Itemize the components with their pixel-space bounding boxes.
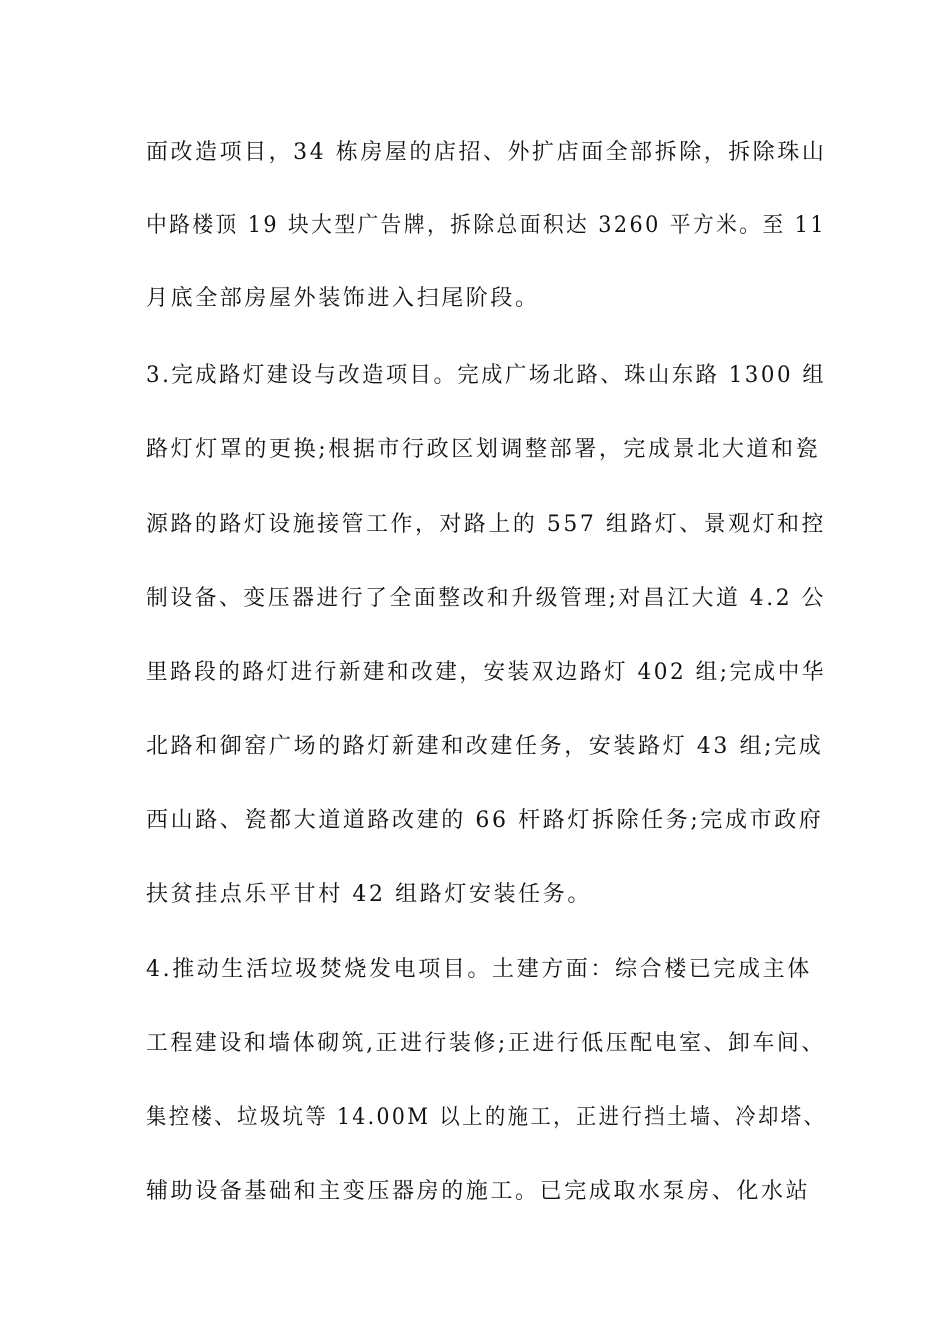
text-line: 西山路、瓷都大道道路改建的 66 杆路灯拆除任务;完成市政府 (146, 808, 824, 833)
text-line: 北路和御窑广场的路灯新建和改建任务，安装路灯 43 组;完成 (146, 734, 824, 759)
text-line: 面改造项目，34 栋房屋的店招、外扩店面全部拆除，拆除珠山 (146, 140, 827, 165)
text-line: 工程建设和墙体砌筑,正进行装修;正进行低压配电室、卸车间、 (146, 1031, 826, 1056)
text-line: 辅助设备基础和主变压器房的施工。已完成取水泵房、化水站 (146, 1179, 811, 1204)
text-line: 月底全部房屋外装饰进入扫尾阶段。 (146, 286, 540, 311)
text-line: 3.完成路灯建设与改造项目。完成广场北路、珠山东路 1300 组 (146, 363, 827, 388)
text-line: 里路段的路灯进行新建和改建，安装双边路灯 402 组;完成中华 (146, 660, 826, 685)
text-line: 路灯灯罩的更换;根据市行政区划调整部署，完成景北大道和瓷 (146, 437, 821, 462)
text-line: 中路楼顶 19 块大型广告牌，拆除总面积达 3260 平方米。至 11 (146, 213, 826, 238)
text-line: 扶贫挂点乐平甘村 42 组路灯安装任务。 (146, 882, 592, 907)
text-line: 源路的路灯设施接管工作，对路上的 557 组路灯、景观灯和控 (146, 512, 826, 537)
text-line: 4.推动生活垃圾焚烧发电项目。土建方面：综合楼已完成主体 (146, 957, 812, 982)
text-line: 制设备、变压器进行了全面整改和升级管理;对昌江大道 4.2 公 (146, 586, 826, 611)
text-line: 集控楼、垃圾坑等 14.00M 以上的施工，正进行挡土墙、冷却塔、 (146, 1105, 827, 1130)
